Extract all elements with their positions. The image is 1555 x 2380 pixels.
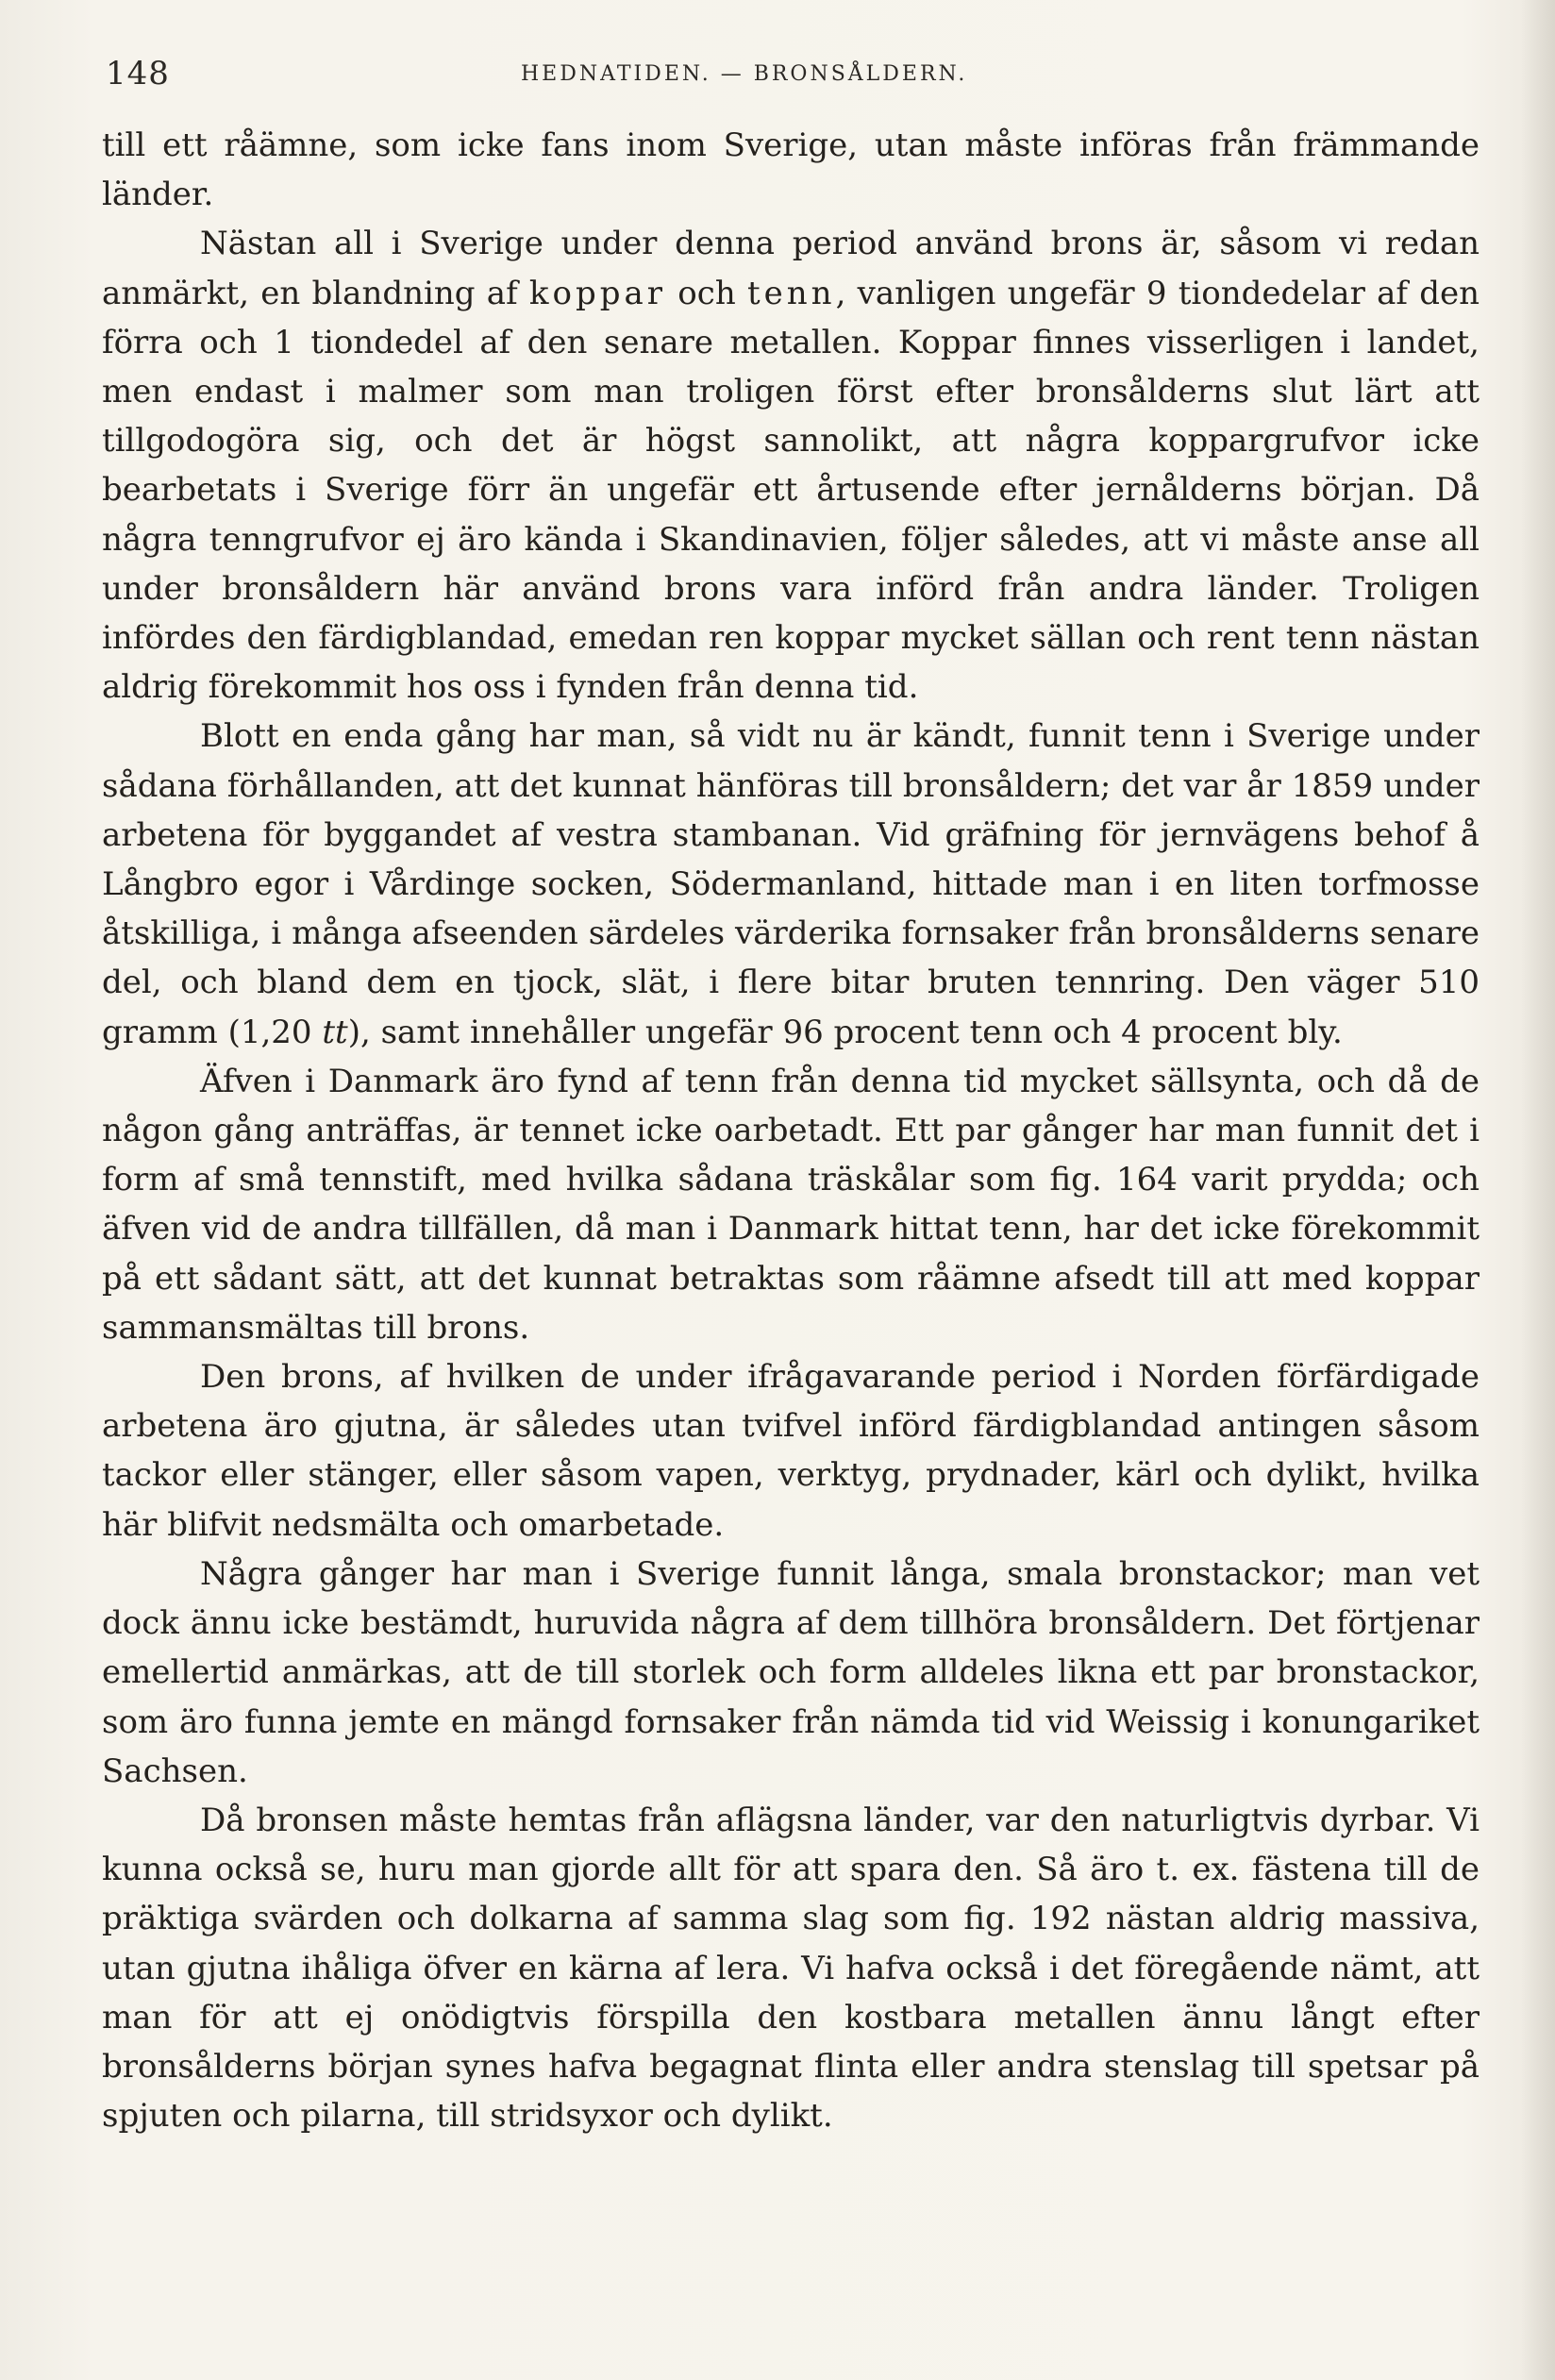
paragraph-7: Då bronsen måste hemtas från aflägsna länder, var den naturligtvis dyrbar. Vi kunna också se, huru man gjorde allt för att spara den. Så äro t. ex. fästena till de präktiga svärden och dolkarna af samma slag som fig. 192 nästan aldrig massiva, utan gjutna ihåliga öfver en kärna af lera. Vi hafva också i det föregående nämt, att man för att ej onödigtvis förspilla den kostbara metallen ännu långt efter bronsålderns början synes hafva begagnat flinta eller andra stenslag till spetsar på spjuten och pilarna, till stridsyxor och dylikt. (102, 1801, 1480, 2136)
running-header (106, 55, 1480, 100)
emphasis-tenn: tenn (746, 274, 836, 312)
paragraph-3 (102, 712, 1480, 1056)
paragraph-3-text-a: Blott en enda gång har man, så vidt nu är kändt, funnit tenn i Sverige under sådana förhållanden, att det kunnat hänföras till bronsåldern; det var år 1859 under arbetena för byggandet af vestra stambanan. Vid gräfning för jernvägens behof å Långbro egor i Vårdinge socken, Södermanland, hittade man i en liten torfmosse åtskilliga, i många afseenden särdeles värderika fornsaker från bronsålderns senare del, och bland dem en tjock, slät, i flere bitar bruten tennring. Den väger 510 gramm (1,20 (102, 717, 1480, 1051)
paragraph-2-text-b: och (666, 274, 747, 312)
page-number: 148 (106, 55, 170, 92)
body-text (102, 121, 1480, 2140)
paragraph-2-text-c: , vanligen ungefär 9 tiondedelar af den förra och 1 tiondedel af den senare metallen. Koppar finnes visserligen i landet, men endast i malmer som man troligen först efter bronsålderns slut lärt att tillgodogöra sig, och det är högst sannolikt, att några koppargrufvor icke bearbetats i Sverige förr än ungefär ett årtusende efter jernålderns början. Då några tenngrufvor ej äro kända i Skandinavien, följer således, att vi måste anse all under bronsåldern här använd brons vara införd från andra länder. Troligen infördes den färdigblandad, emedan ren koppar mycket sällan och rent tenn nästan aldrig förekommit hos oss i fynden från denna tid. (102, 274, 1480, 707)
paragraph-2 (102, 219, 1480, 712)
paragraph-1: till ett råämne, som icke fans inom Sverige, utan måste införas från främmande länder. (102, 126, 1480, 214)
paragraph-4: Äfven i Danmark äro fynd af tenn från denna tid mycket sällsynta, och då de någon gång anträffas, är tennet icke oarbetadt. Ett par gånger har man funnit det i form af små tennstift, med hvilka sådana träskålar som fig. 164 varit prydda; och äfven vid de andra tillfällen, då man i Danmark hittat tenn, har det icke förekommit på ett sådant sätt, att det kunnat betraktas som råämne afsedt till att med koppar sammansmältas till brons. (102, 1062, 1480, 1347)
weight-unit-symbol: tt (322, 1013, 348, 1051)
paragraph-3-text-b: ), samt innehåller ungefär 96 procent tenn och 4 procent bly. (347, 1013, 1343, 1051)
paragraph-2-text-a: Nästan all i Sverige under denna period använd brons är, såsom vi redan anmärkt, en blandning af (102, 225, 1480, 312)
paragraph-6: Några gånger har man i Sverige funnit långa, smala bronstackor; man vet dock ännu icke bestämdt, huruvida några af dem tillhöra bronsåldern. Det förtjenar emellertid anmärkas, att de till storlek och form alldeles likna ett par bronstackor, som äro funna jemte en mängd fornsaker från nämda tid vid Weissig i konungariket Sachsen. (102, 1554, 1480, 1790)
running-title: HEDNATIDEN. — BRONSÅLDERN. (521, 62, 968, 86)
page-edge-shadow (1521, 0, 1555, 2380)
paragraph-5: Den brons, af hvilken de under ifrågavarande period i Norden förfärdigade arbetena äro gjutna, är således utan tvifvel införd färdigblandad antingen såsom tackor eller stänger, eller såsom vapen, verktyg, prydnader, kärl och dylikt, hvilka här blifvit nedsmälta och omarbetade. (102, 1358, 1480, 1544)
emphasis-koppar: koppar (528, 274, 667, 312)
